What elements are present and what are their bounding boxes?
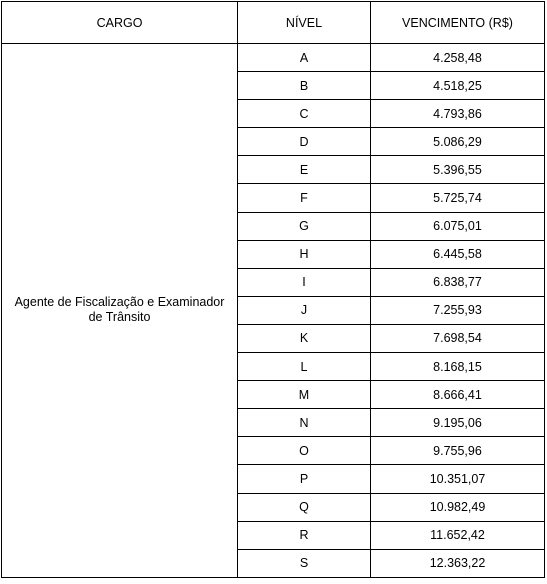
vencimento-cell: 7.698,54: [371, 324, 545, 352]
vencimento-cell: 12.363,22: [371, 549, 545, 577]
vencimento-cell: 6.838,77: [371, 268, 545, 296]
table-row: [2, 44, 545, 72]
nivel-cell: S: [238, 549, 371, 577]
cargo-line-1: Agente de Fiscalização e Examinador: [14, 295, 225, 310]
vencimento-cell: 6.445,58: [371, 240, 545, 268]
nivel-cell: R: [238, 521, 371, 549]
nivel-cell: D: [238, 128, 371, 156]
nivel-cell: G: [238, 212, 371, 240]
nivel-cell: Q: [238, 493, 371, 521]
vencimento-cell: 4.793,86: [371, 100, 545, 128]
nivel-cell: L: [238, 353, 371, 381]
nivel-cell: M: [238, 381, 371, 409]
cargo-line-2: de Trânsito: [88, 310, 151, 325]
vencimento-cell: 9.755,96: [371, 437, 545, 465]
vencimento-cell: 10.351,07: [371, 465, 545, 493]
nivel-cell: F: [238, 184, 371, 212]
vencimento-cell: 10.982,49: [371, 493, 545, 521]
header-vencimento: VENCIMENTO (R$): [371, 2, 545, 44]
vencimento-cell: 4.258,48: [371, 44, 545, 72]
nivel-cell: E: [238, 156, 371, 184]
vencimento-cell: 6.075,01: [371, 212, 545, 240]
nivel-cell: O: [238, 437, 371, 465]
vencimento-cell: 5.725,74: [371, 184, 545, 212]
header-row: [2, 2, 545, 44]
vencimento-cell: 8.666,41: [371, 381, 545, 409]
nivel-cell: I: [238, 268, 371, 296]
header-nivel: NÍVEL: [238, 2, 371, 44]
vencimento-cell: 11.652,42: [371, 521, 545, 549]
nivel-cell: H: [238, 240, 371, 268]
vencimento-cell: 8.168,15: [371, 353, 545, 381]
vencimento-cell: 7.255,93: [371, 296, 545, 324]
vencimento-cell: 5.396,55: [371, 156, 545, 184]
header-cargo: CARGO: [2, 2, 238, 44]
nivel-cell: C: [238, 100, 371, 128]
salary-table: [1, 1, 545, 578]
cargo-cell: [2, 44, 238, 578]
vencimento-cell: 5.086,29: [371, 128, 545, 156]
vencimento-cell: 9.195,06: [371, 409, 545, 437]
vencimento-cell: 4.518,25: [371, 72, 545, 100]
nivel-cell: K: [238, 324, 371, 352]
nivel-cell: N: [238, 409, 371, 437]
nivel-cell: P: [238, 465, 371, 493]
nivel-cell: B: [238, 72, 371, 100]
nivel-cell: J: [238, 296, 371, 324]
nivel-cell: A: [238, 44, 371, 72]
table-body: [2, 44, 545, 578]
